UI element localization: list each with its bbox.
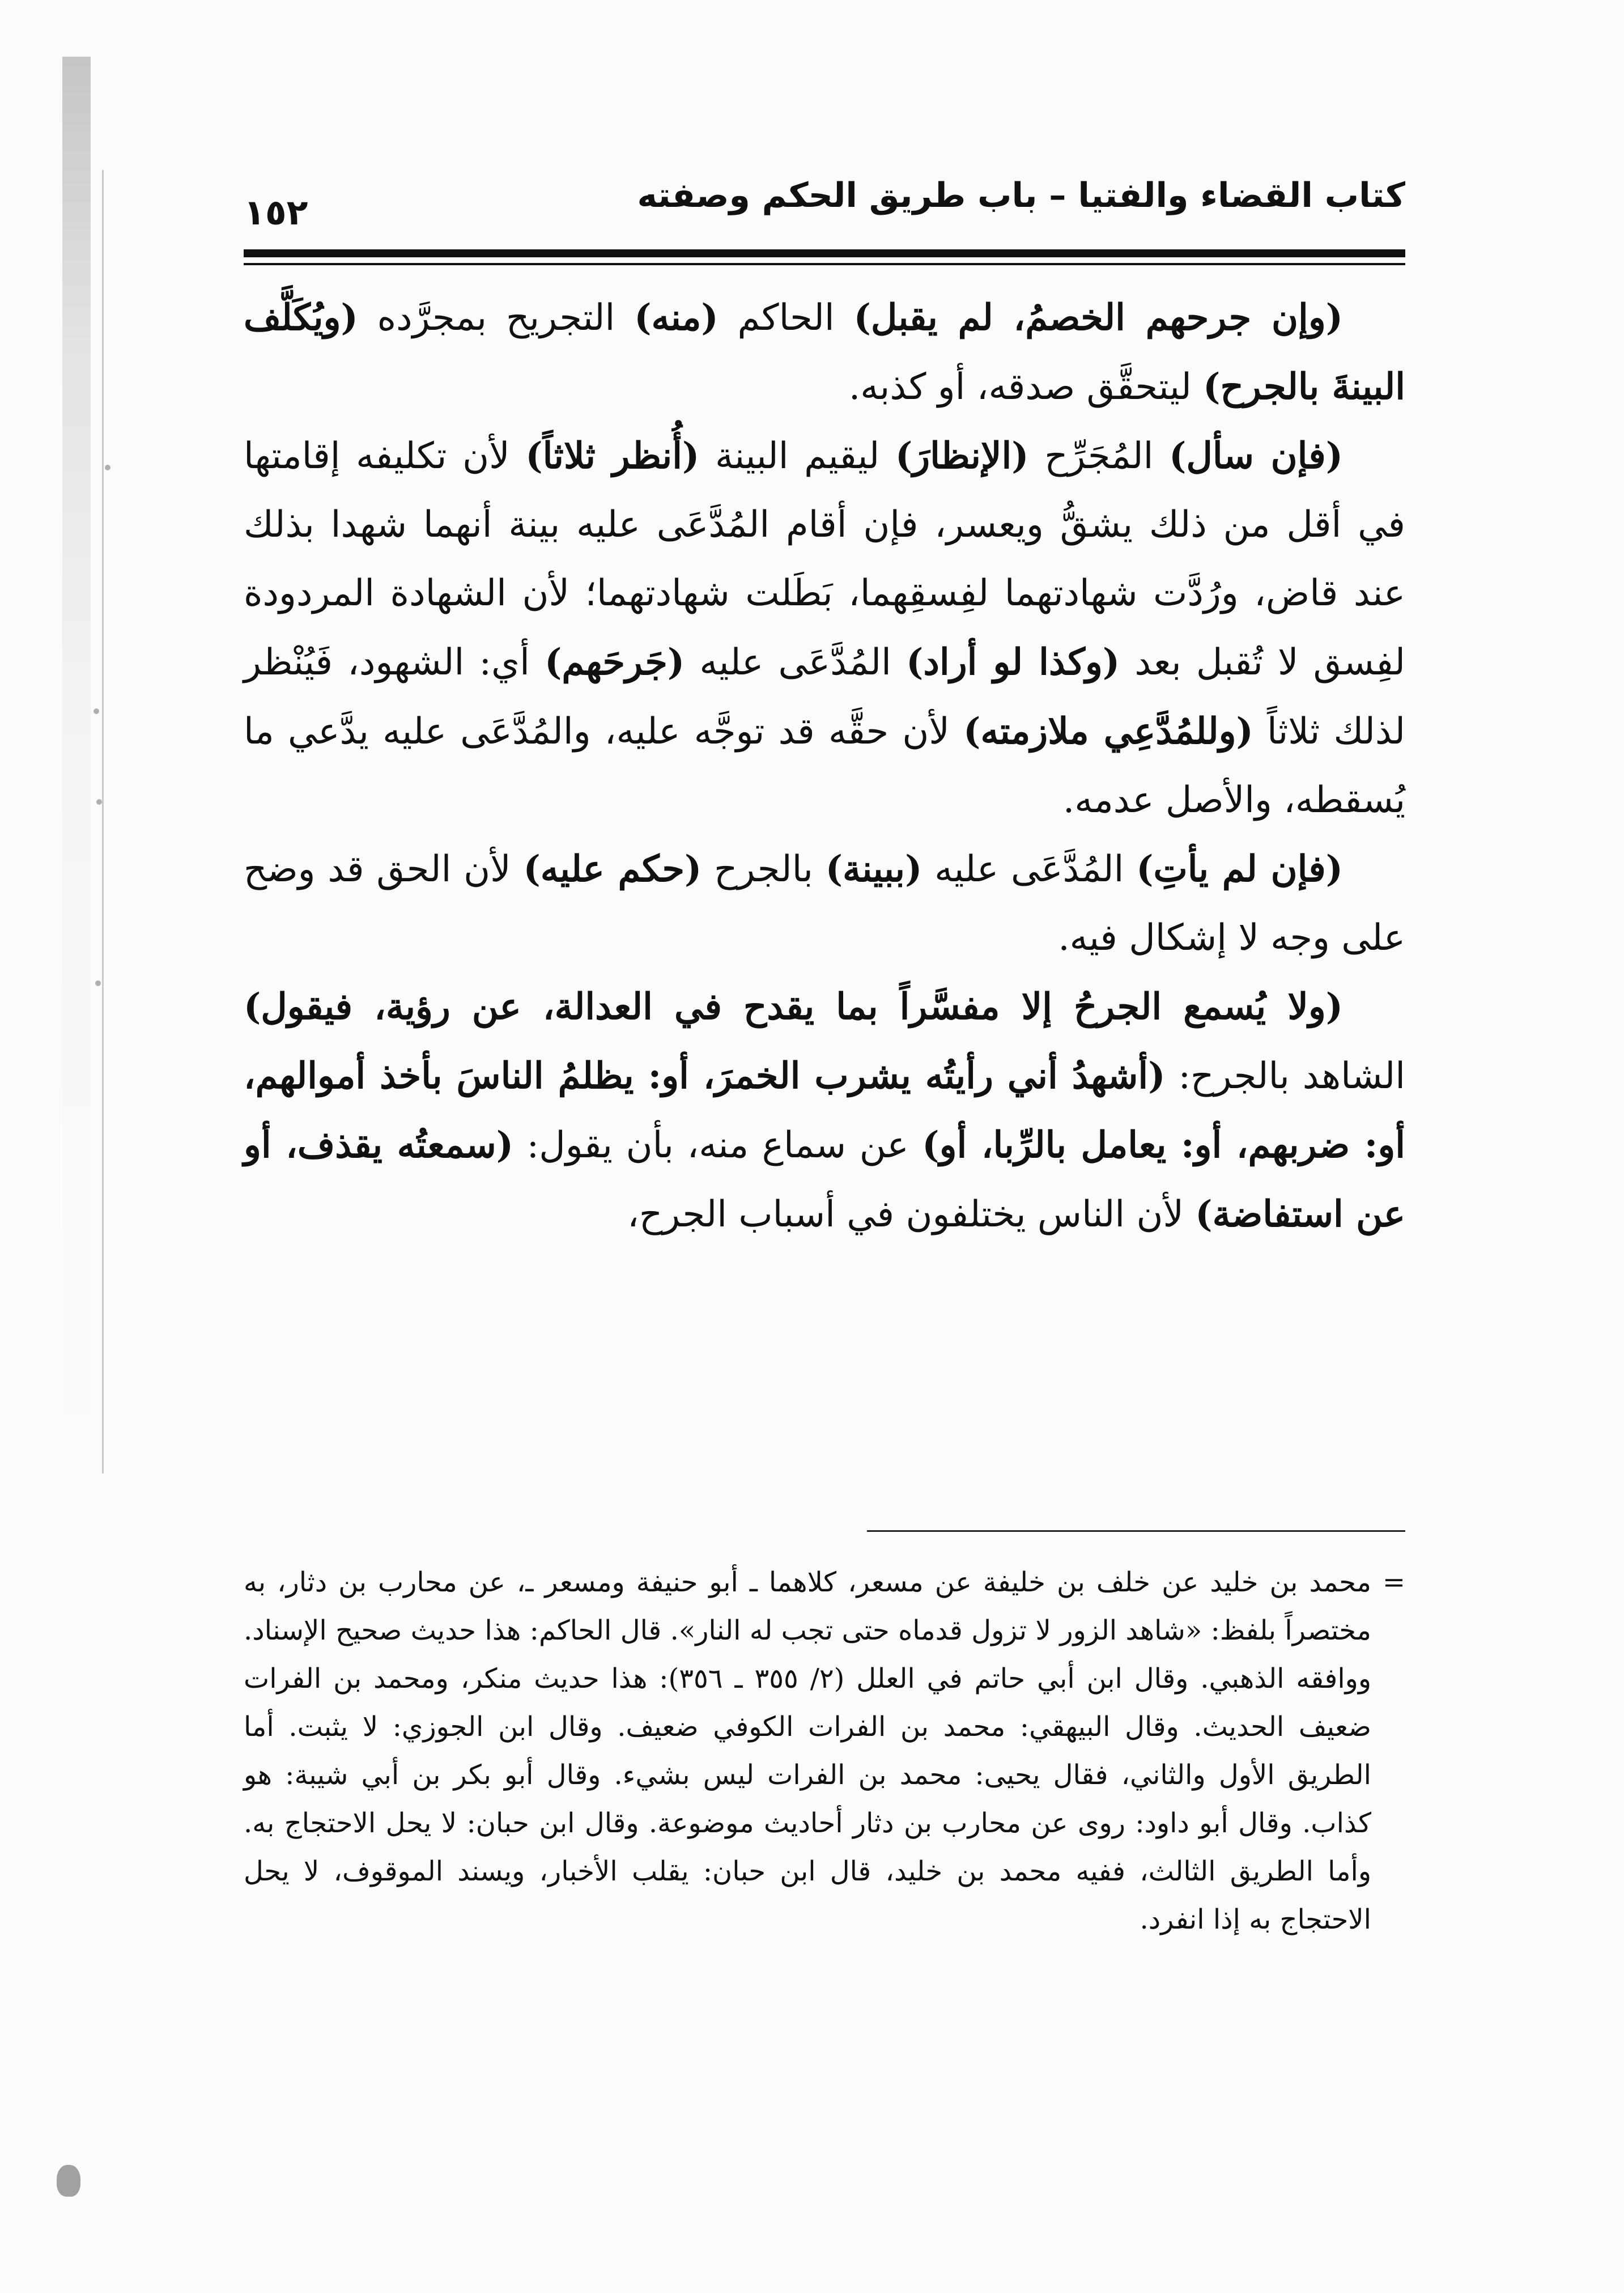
paragraph xyxy=(244,973,1405,1249)
text-run: ليتحقَّق صدقه، أو كذبه. xyxy=(848,366,1204,408)
bold-phrase: (ويُكَلَّف البينةَ بالجرح) xyxy=(244,296,1405,408)
text-run: لأن الناس يختلفون في أسباب الجرح، xyxy=(627,1194,1196,1235)
footnote xyxy=(244,1559,1371,1944)
text-run: الشاهد بالجرح: xyxy=(1165,1055,1406,1097)
text-run: لأن حقَّه قد توجَّه عليه، والمُدَّعَى عليه يدَّعي ما يُسقطه، والأصل عدمه. xyxy=(244,711,1405,821)
scan-speck xyxy=(96,799,102,805)
paragraph xyxy=(244,283,1405,422)
header-rule-thin xyxy=(244,263,1405,265)
main-text xyxy=(244,283,1405,1249)
bold-phrase: (الإنظارَ) xyxy=(895,435,1029,477)
text-run: عن سماع منه، بأن يقول: xyxy=(513,1124,922,1166)
bold-phrase: (وكذا لو أراد) xyxy=(906,641,1120,683)
scan-speck xyxy=(93,708,99,714)
page-number: ١٥٢ xyxy=(244,192,308,233)
header-rule-thick xyxy=(244,249,1405,257)
bold-phrase: (سمعتُه يقذف، أو عن استفاضة) xyxy=(244,1124,1405,1235)
bold-phrase: (وللمُدَّعِي ملازمته) xyxy=(963,710,1253,753)
bold-phrase: (أُنظر ثلاثاً) xyxy=(525,435,700,477)
text-run: لأن تكليفه إقامتها في أقل من ذلك يشقُّ ويعسر، فإن أقام المُدَّعَى عليه بينة أنهما شهدا بذلك عند قاض، ورُدَّت شهادتهما لفِسقِهما، بَطَلت شهادتهما؛ لأن الشهادة المردودة لفِسق لا تُقبل بعد xyxy=(244,435,1406,683)
paragraph xyxy=(244,422,1405,835)
bold-phrase: (منه) xyxy=(634,296,719,339)
text-run: ليقيم البينة xyxy=(699,435,895,477)
scan-speck xyxy=(95,980,101,986)
text-run: المُدَّعَى عليه xyxy=(685,642,907,683)
footnote-separator xyxy=(867,1530,1405,1532)
footnote-continuation-marker: = xyxy=(1382,1566,1406,1598)
scan-gutter-line xyxy=(102,170,104,1474)
text-run: التجريح بمجرَّده xyxy=(358,297,635,339)
bold-phrase: (فإن لم يأتِ) xyxy=(1136,848,1344,890)
text-run: لأن الحق قد وضح على وجه لا إشكال فيه. xyxy=(244,848,1405,959)
bold-phrase: (حكم عليه) xyxy=(523,848,702,890)
running-header xyxy=(244,170,1405,232)
bold-phrase: (ولا يُسمع الجرحُ إلا مفسَّراً بما يقدح في العدالة، عن رؤية، فيقول) xyxy=(244,986,1343,1028)
bold-phrase: (ببينة) xyxy=(825,848,922,890)
bold-phrase: (أشهدُ أني رأيتُه يشرب الخمرَ، أو: يظلمُ الناسَ بأخذ أموالهم، أو: ضربهم، أو: يعامل بالرِّبا، أو) xyxy=(244,1055,1406,1166)
scan-speck xyxy=(105,465,110,470)
paragraph xyxy=(244,835,1405,973)
text-run: الحاكم xyxy=(718,297,854,339)
bold-phrase: (وإن جرحهم الخصمُ، لم يقبل) xyxy=(853,296,1344,339)
text-run: المُدَّعَى عليه xyxy=(922,848,1137,890)
scan-shadow xyxy=(62,57,91,1474)
bold-phrase: (جَرحَهم) xyxy=(545,641,685,683)
text-run: بالجرح xyxy=(702,848,826,890)
text-run: المُجَرِّح xyxy=(1028,435,1170,477)
text-run: أي: الشهود، فَيُنْظر لذلك ثلاثاً xyxy=(244,642,1406,753)
footnote-text: محمد بن خليد عن خلف بن خليفة عن مسعر، كلاهما ـ أبو حنيفة ومسعر ـ، عن محارب بن دثار، به مختصراً بلفظ: «شاهد الزور لا تزول قدماه حتى تجب له النار». قال الحاكم: هذا حديث صحيح الإسناد. ووافقه الذهبي. وقال ابن أبي حاتم في العلل (٢/ ٣٥٥ ـ ٣٥٦): هذا حديث منكر، ومحمد بن الفرات ضعيف الحديث. وقال البيهقي: محمد بن الفرات الكوفي ضعيف. وقال ابن الجوزي: لا يثبت. أما الطريق الأول والثاني، فقال يحيى: محمد بن الفرات ليس بشيء. وقال أبو بكر بن أبي شيبة: هو كذاب. وقال أبو داود: روى عن محارب بن دثار أحاديث موضوعة. وقال ابن حبان: لا يحل الاحتجاج به. وأما الطريق الثالث، ففيه محمد بن خليد، قال ابن حبان: يقلب الأخبار، ويسند الموقوف، لا يحل الاحتجاج به إذا انفرد. xyxy=(244,1566,1372,1935)
bold-phrase: (فإن سأل) xyxy=(1169,435,1344,477)
header-title: كتاب القضاء والفتيا – باب طريق الحكم وصفته xyxy=(637,176,1405,215)
scan-ink-blot xyxy=(57,2165,80,2197)
